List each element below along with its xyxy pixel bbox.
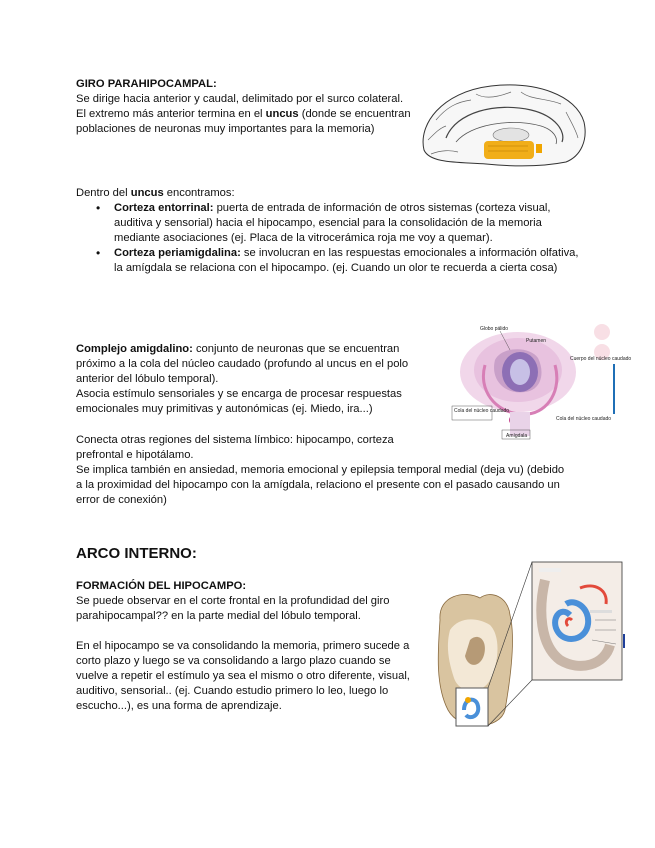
paragraph: El extremo más anterior termina en el uncus (donde se encuentran poblaciones de neuronas muy importantes para la memoria) <box>76 108 411 135</box>
hippocampus-figure <box>420 560 625 740</box>
section-title: FORMACIÓN DEL HIPOCAMPO: <box>76 580 247 592</box>
paragraph: Complejo amigdalino: conjunto de neuronas que se encuentran próximo a la cola del núcleo caudado (profundo al uncus en el polo anterior del lóbulo temporal). <box>76 343 409 385</box>
paragraph: Asocia estímulo sensoriales y se encarga de procesar respuestas emocionales muy primitivas y autonómicas (ej. Miedo, ira...) <box>76 388 402 415</box>
label-cuerpo: Cuerpo del núcleo caudado <box>570 356 632 362</box>
brain-medial-figure <box>416 80 588 170</box>
label-cola-right: Cola del núcleo caudado <box>556 416 612 422</box>
list-item: • Corteza periamigdalina: se involucran en las respuestas emocionales a información olfativa, la amígdala se relaciona con el hipocampo. (ej. Cuando un olor te recuerda a cierta cosa) <box>76 246 586 276</box>
label-amigdala: Amígdala <box>506 433 528 439</box>
section-title: GIRO PARAHIPOCAMPAL: <box>76 78 217 90</box>
uncus-list <box>76 201 586 276</box>
label-putamen: Putamen <box>526 338 547 344</box>
list-item: • Corteza entorrinal: puerta de entrada de información de otros sistemas (corteza visual, auditiva y sensorial) hacia el hipocampo, esencial para la consolidación de la memoria mediante asociaciones (ej. Placa de la vitrocerámica roja me voy a quemar). <box>76 201 586 246</box>
paragraph: Se dirige hacia anterior y caudal, delimitado por el surco colateral. <box>76 93 404 105</box>
section-hipocampo <box>76 579 416 714</box>
section-amigdalino <box>76 342 426 417</box>
paragraph: Se puede observar en el corte frontal en la profundidad del giro parahipocampal?? en la parte medial del lóbulo temporal. <box>76 595 390 622</box>
section-amigdalino-2 <box>76 433 566 508</box>
section-heading: ARCO INTERNO: <box>76 545 197 562</box>
amygdala-figure <box>450 320 632 440</box>
paragraph: En el hipocampo se va consolidando la memoria, primero sucede a corto plazo y luego se va consolidando a largo plazo cuando se vuelve a repetir el estímulo ya sea el mismo o otro diferente, visual, auditivo, sensorial.. (ej. Cuando estudio primero lo leo, luego lo escucho...), es una forma de aprendizaje. <box>76 640 410 712</box>
label-globo: Globo pálido <box>480 326 509 332</box>
label-cola-left: Cola del núcleo caudado <box>454 408 510 414</box>
uncus-section <box>76 186 586 276</box>
parahippocampal-highlight <box>484 141 534 159</box>
section-parahipocampal <box>76 77 411 137</box>
uncus-intro: Dentro del uncus encontramos: <box>76 187 235 199</box>
paragraph: Se implica también en ansiedad, memoria emocional y epilepsia temporal medial (deja vu) (debido a la proximidad del hipocampo con la amígdala, relaciono el presente con el pasado causando un error de conexión) <box>76 464 565 506</box>
paragraph: Conecta otras regiones del sistema límbico: hipocampo, corteza prefrontal e hipotálamo. <box>76 434 394 461</box>
